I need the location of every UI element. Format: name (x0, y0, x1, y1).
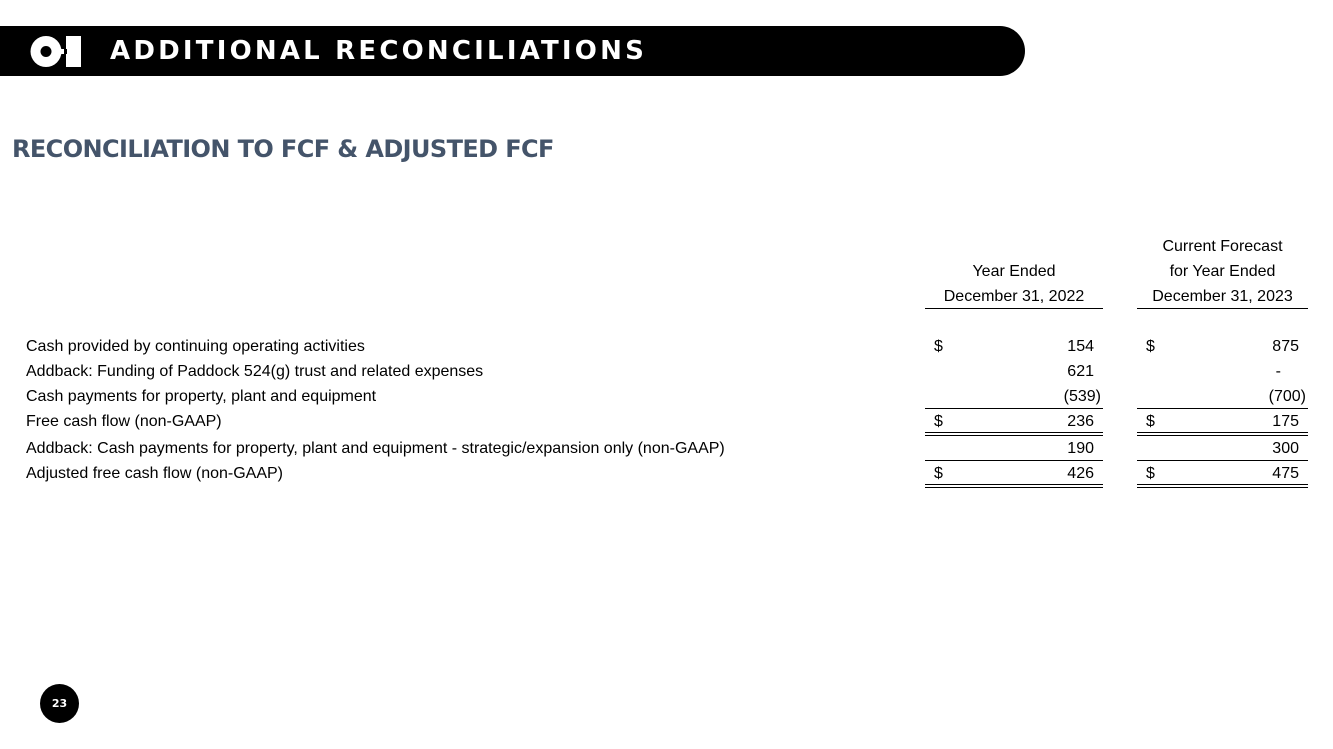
value-2022: 236 (1067, 413, 1094, 430)
subtotal-rule (1137, 408, 1308, 409)
column-header-line: Current Forecast (1162, 238, 1283, 255)
total-double-rule (925, 432, 1103, 436)
total-double-rule (1137, 432, 1308, 436)
value-2023: - (1275, 363, 1281, 380)
value-2023: 175 (1272, 413, 1299, 430)
column-header-2023 (1137, 234, 1308, 309)
currency-symbol: $ (1146, 465, 1155, 482)
column-header-line: December 31, 2023 (1152, 288, 1293, 305)
page-number-badge: 23 (40, 684, 79, 723)
currency-symbol: $ (934, 413, 943, 430)
column-header-underline (925, 308, 1103, 309)
header-title: ADDITIONAL RECONCILIATIONS (110, 36, 647, 66)
subtotal-rule (925, 460, 1103, 461)
total-double-rule (1137, 484, 1308, 488)
value-2023: 300 (1272, 440, 1299, 457)
currency-symbol: $ (934, 465, 943, 482)
value-2022: (539) (1063, 388, 1101, 405)
column-header-line: for Year Ended (1169, 263, 1276, 280)
row-label: Addback: Cash payments for property, plant and equipment - strategic/expansion only (non-GAAP) (26, 440, 725, 457)
currency-symbol: $ (1146, 413, 1155, 430)
value-2023: 875 (1272, 338, 1299, 355)
value-2023: 475 (1272, 465, 1299, 482)
column-header-2022 (925, 259, 1103, 309)
column-header-line: Year Ended (972, 263, 1056, 280)
value-2022: 154 (1067, 338, 1094, 355)
value-2022: 621 (1067, 363, 1094, 380)
currency-symbol: $ (1146, 338, 1155, 355)
value-2022: 426 (1067, 465, 1094, 482)
column-header-underline (1137, 308, 1308, 309)
value-2022: 190 (1067, 440, 1094, 457)
row-label: Free cash flow (non-GAAP) (26, 413, 222, 430)
o-i-logo-icon (30, 35, 82, 68)
row-label: Cash provided by continuing operating activities (26, 338, 365, 355)
subtotal-rule (1137, 460, 1308, 461)
row-label: Addback: Funding of Paddock 524(g) trust and related expenses (26, 363, 484, 380)
row-label: Adjusted free cash flow (non-GAAP) (26, 465, 284, 482)
currency-symbol: $ (934, 338, 943, 355)
total-double-rule (925, 484, 1103, 488)
section-title: RECONCILIATION TO FCF & ADJUSTED FCF (12, 135, 554, 163)
value-2023: (700) (1268, 388, 1306, 405)
row-label: Cash payments for property, plant and equipment (26, 388, 377, 405)
column-header-line: December 31, 2022 (943, 288, 1085, 305)
subtotal-rule (925, 408, 1103, 409)
